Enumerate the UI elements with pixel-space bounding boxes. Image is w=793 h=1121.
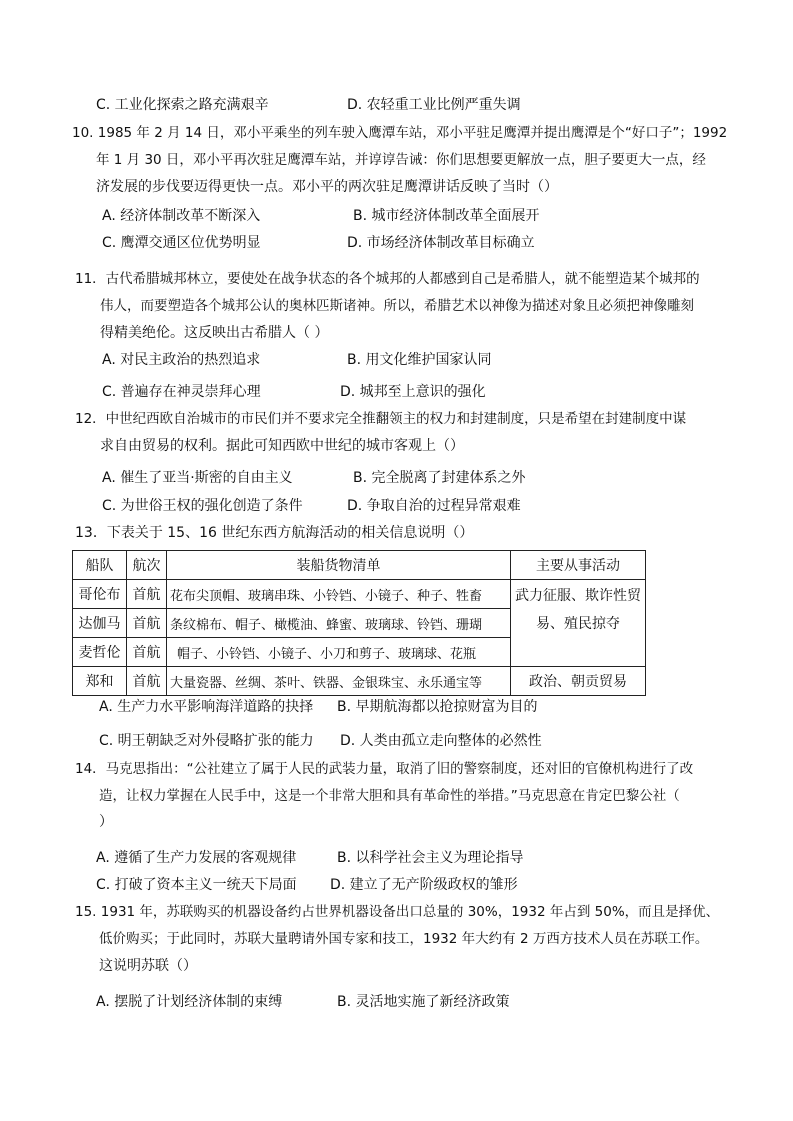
option-b: B. 用文化维护国家认同 — [347, 352, 492, 368]
goods-cell: 花布尖顶帽、玻璃串珠、小铃铛、小镜子、种子、牲畜 — [167, 580, 511, 609]
table-row — [73, 667, 646, 696]
table-row — [73, 580, 646, 609]
question-11-line-3: 得精美绝伦。这反映出古希腊人（ ） — [100, 325, 329, 341]
question-12-line-2: 求自由贸易的权利。据此可知西欧中世纪的城市客观上（） — [100, 438, 464, 454]
activity-cell-west: 武力征服、欺诈性贸易、殖民掠夺 — [511, 580, 646, 667]
voyage-table — [72, 550, 646, 696]
header-goods: 装船货物清单 — [167, 551, 511, 580]
question-15-line-3: 这说明苏联（） — [99, 958, 197, 974]
question-12-line-1: 12．中世纪西欧自治城市的市民们并不要求完全推翻领主的权力和封建制度，只是希望在封建制度中谋 — [75, 411, 687, 427]
fleet-cell: 麦哲伦 — [73, 638, 127, 667]
option-c: C. 为世俗王权的强化创造了条件 — [102, 498, 303, 514]
question-14-line-1: 14．马克思指出：“公社建立了属于人民的武装力量，取消了旧的警察制度，还对旧的官僚机构进行了改 — [75, 761, 694, 777]
question-15-line-1: 15. 1931 年，苏联购买的机器设备约占世界机器设备出口总量的 30%，1932 年占到 50%，而且是择优、 — [75, 904, 720, 920]
table-header-row — [73, 551, 646, 580]
header-activity: 主要从事活动 — [511, 551, 646, 580]
voyage-cell: 首航 — [127, 609, 167, 638]
option-d: D. 城邦至上意识的强化 — [340, 384, 486, 400]
question-15-line-2: 低价购买；于此同时，苏联大量聘请外国专家和技工，1932 年大约有 2 万西方技术人员在苏联工作。 — [99, 931, 709, 947]
fleet-cell: 郑和 — [73, 667, 127, 696]
option-a: A. 摆脱了计划经济体制的束缚 — [96, 994, 283, 1010]
option-b: B. 早期航海都以抢掠财富为目的 — [337, 699, 538, 715]
voyage-cell: 首航 — [127, 667, 167, 696]
question-10-line-1: 10. 1985 年 2 月 14 日，邓小平乘坐的列车驶入鹰潭车站，邓小平驻足鹰潭并提出鹰潭是个“好口子”；1992 — [72, 125, 728, 141]
voyage-cell: 首航 — [127, 580, 167, 609]
option-d: D. 人类由孤立走向整体的必然性 — [340, 733, 542, 749]
option-d: D. 争取自治的过程异常艰难 — [347, 498, 521, 514]
question-11-line-2: 伟人，而要塑造各个城邦公认的奥林匹斯诸神。所以，希腊艺术以神像为描述对象且必须把神像雕刻 — [100, 298, 694, 314]
fleet-cell: 哥伦布 — [73, 580, 127, 609]
goods-cell: 大量瓷器、丝绸、茶叶、铁器、金银珠宝、永乐通宝等 — [167, 667, 511, 696]
option-b: B. 灵活地实施了新经济政策 — [337, 994, 510, 1010]
option-b: B. 城市经济体制改革全面展开 — [353, 208, 540, 224]
header-fleet: 船队 — [73, 551, 127, 580]
option-a: A. 催生了亚当·斯密的自由主义 — [102, 470, 293, 486]
option-c: C. 明王朝缺乏对外侵略扩张的能力 — [99, 733, 314, 749]
activity-cell-east: 政治、朝贡贸易 — [511, 667, 646, 696]
question-13-stem: 13．下表关于 15、16 世纪东西方航海活动的相关信息说明（） — [75, 525, 474, 541]
question-10-line-2: 年 1 月 30 日，邓小平再次驻足鹰潭车站，并谆谆告诫：你们思想要更解放一点，胆子要更大一点，经 — [96, 152, 706, 168]
option-d: D. 农轻重工业比例严重失调 — [347, 97, 521, 113]
option-a: A. 生产力水平影响海洋道路的抉择 — [99, 699, 314, 715]
voyage-cell: 首航 — [127, 638, 167, 667]
goods-cell: 条纹棉布、帽子、橄榄油、蜂蜜、玻璃球、铃铛、珊瑚 — [167, 609, 511, 638]
option-d: D. 建立了无产阶级政权的雏形 — [330, 877, 518, 893]
question-14-line-3: ） — [99, 814, 113, 830]
goods-cell: 帽子、小铃铛、小镜子、小刀和剪子、玻璃球、花瓶 — [167, 638, 511, 667]
option-c: C. 普遍存在神灵崇拜心理 — [102, 384, 261, 400]
option-a: A. 遵循了生产力发展的客观规律 — [96, 850, 297, 866]
option-b: B. 完全脱离了封建体系之外 — [353, 470, 526, 486]
option-a: A. 对民主政治的热烈追求 — [102, 352, 261, 368]
option-d: D. 市场经济体制改革目标确立 — [347, 235, 535, 251]
fleet-cell: 达伽马 — [73, 609, 127, 638]
question-10-line-3: 济发展的步伐要迈得更快一点。邓小平的两次驻足鹰潭讲话反映了当时（） — [96, 179, 558, 195]
option-c: C. 打破了资本主义一统天下局面 — [96, 877, 297, 893]
option-c: C. 鹰潭交通区位优势明显 — [102, 235, 261, 251]
question-14-line-2: 造，让权力掌握在人民手中，这是一个非常大胆和具有革命性的举措。”马克思意在肯定巴黎公社（ — [99, 788, 680, 804]
option-a: A. 经济体制改革不断深入 — [102, 208, 261, 224]
header-voyage: 航次 — [127, 551, 167, 580]
option-b: B. 以科学社会主义为理论指导 — [337, 850, 524, 866]
question-11-line-1: 11．古代希腊城邦林立，要使处在战争状态的各个城邦的人都感到自己是希腊人，就不能塑造某个城邦的 — [75, 271, 700, 287]
option-c: C. 工业化探索之路充满艰辛 — [96, 97, 269, 113]
